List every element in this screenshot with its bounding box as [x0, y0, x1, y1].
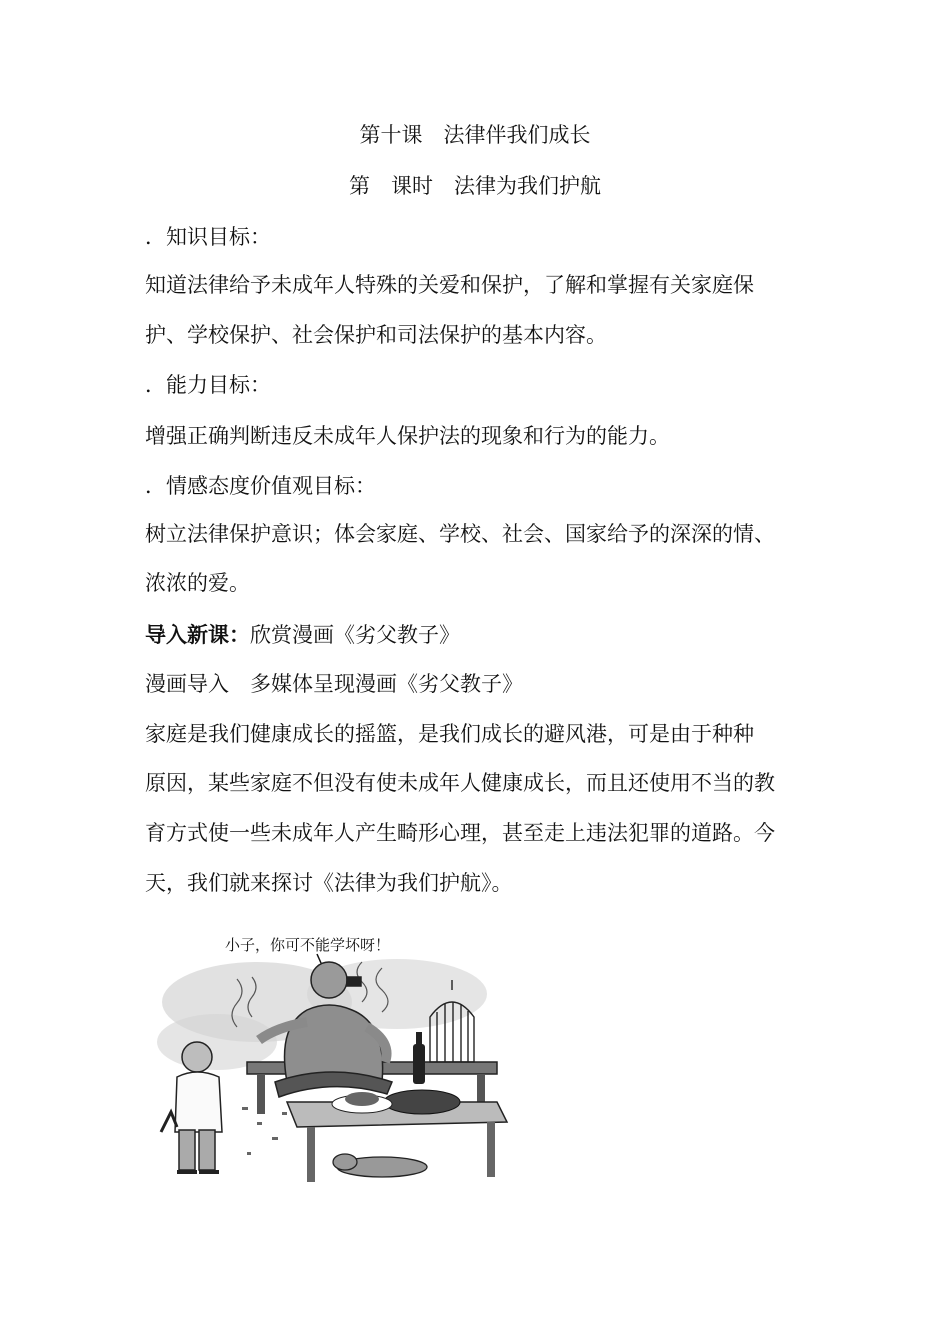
intro-label: 导入新课：	[145, 622, 250, 647]
lesson-title: 第十课 法律伴我们成长	[359, 123, 591, 147]
knowledge-goal-heading: ．知识目标：	[145, 225, 271, 249]
body-paragraph-line: 原因，某些家庭不但没有使未成年人健康成长，而且还使用不当的教	[145, 771, 775, 795]
dog-figure	[333, 1154, 427, 1177]
body-paragraph-line: 天，我们就来探讨《法律为我们护航》。	[145, 871, 513, 895]
lesson-subtitle: 第 课时 法律为我们护航	[349, 174, 601, 198]
ability-goal-line: 增强正确判断违反未成年人保护法的现象和行为的能力。	[145, 424, 670, 448]
knowledge-goal-line: 知道法律给予未成年人特殊的关爱和保护，了解和掌握有关家庭保	[145, 273, 754, 297]
attitude-goal-heading: ．情感态度价值观目标：	[145, 474, 376, 498]
body-paragraph-line: 家庭是我们健康成长的摇篮，是我们成长的避风港，可是由于种种	[145, 722, 754, 746]
snack-pile	[384, 1090, 460, 1114]
ability-goal-heading: ．能力目标：	[145, 373, 271, 397]
comic-intro-line: 漫画导入 多媒体呈现漫画《劣父教子》	[145, 672, 523, 696]
attitude-goal-line: 树立法律保护意识；体会家庭、学校、社会、国家给予的深深的情、	[145, 522, 775, 546]
attitude-goal-line: 浓浓的爱。	[145, 571, 250, 595]
bottle	[413, 1044, 425, 1084]
intro-line	[145, 620, 460, 650]
speech-text: 小子，你可不能学坏呀！	[225, 936, 391, 954]
intro-text: 欣赏漫画《劣父教子》	[250, 623, 460, 647]
knowledge-goal-line: 护、学校保护、社会保护和司法保护的基本内容。	[145, 323, 607, 347]
body-paragraph-line: 育方式使一些未成年人产生畸形心理，甚至走上违法犯罪的道路。今	[145, 821, 775, 845]
comic-illustration	[147, 932, 523, 1192]
